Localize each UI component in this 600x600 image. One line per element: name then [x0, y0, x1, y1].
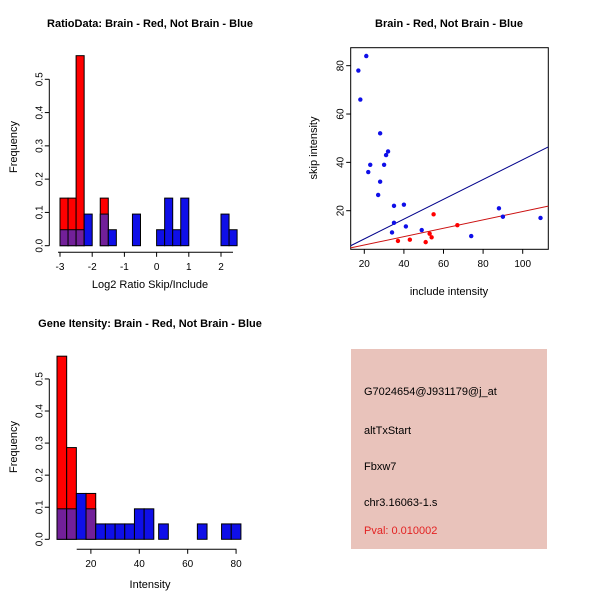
- ratio_histogram-y-tick-label: 0.2: [34, 172, 46, 187]
- ratio-hist-title: RatioData: Brain - Red, Not Brain - Blue: [47, 18, 253, 30]
- histogram-bar-blue: [231, 524, 241, 539]
- scatter-y-tick-label: 80: [335, 60, 347, 72]
- scatter-y-tick-label: 40: [335, 156, 347, 168]
- histogram-bar-blue: [159, 524, 169, 539]
- histogram-bar-blue: [197, 524, 207, 539]
- gene_intensity_histogram-x-tick-label: 80: [230, 558, 242, 570]
- histogram-bar-blue: [134, 509, 144, 539]
- ratio_histogram-x-tick-label: 0: [153, 261, 160, 273]
- scatter-y-tick-label: 60: [335, 108, 347, 120]
- scatter-point-blue: [358, 97, 362, 101]
- histogram-bar-blue: [108, 230, 116, 246]
- histogram-bar-blue: [115, 524, 125, 539]
- ratio_histogram-y-tick-label: 0.5: [34, 72, 46, 87]
- scatter-ylabel: skip intensity: [308, 116, 320, 180]
- scatter-point-blue: [356, 68, 360, 72]
- scatter-point-blue: [366, 170, 370, 174]
- histogram-bar-overlap: [76, 230, 84, 246]
- scatter-x-tick-label: 80: [477, 258, 489, 270]
- scatter-point-blue: [382, 163, 386, 167]
- gene_intensity_histogram-x-tick-label: 40: [133, 558, 145, 570]
- scatter-xlabel: include intensity: [409, 286, 489, 298]
- scatter-point-blue: [386, 149, 390, 153]
- ratio_histogram-y-tick-label: 0.4: [34, 105, 46, 120]
- histogram-bar-blue: [144, 509, 154, 539]
- histogram-bar-overlap: [57, 509, 67, 539]
- info-panel: [351, 349, 547, 549]
- scatter-point-red: [431, 212, 435, 216]
- histogram-bar-blue: [229, 230, 237, 246]
- scatter-point-blue: [420, 228, 424, 232]
- histogram-bar-blue: [157, 230, 165, 246]
- histogram-bar-blue: [221, 214, 229, 246]
- fit-line-brain-fit: [351, 206, 549, 248]
- scatter-point-blue: [538, 216, 542, 220]
- gene-hist-xlabel: Intensity: [129, 579, 171, 591]
- histogram-bar-blue: [165, 198, 173, 246]
- scatter-x-tick-label: 20: [358, 258, 370, 270]
- histogram-bar-blue: [105, 524, 115, 539]
- scatter-point-blue: [392, 221, 396, 225]
- ratio_histogram-x-tick-label: -1: [119, 261, 129, 273]
- ratio-hist-xlabel: Log2 Ratio Skip/Include: [91, 279, 209, 291]
- ratio_histogram-y-tick-label: 0.0: [34, 238, 46, 253]
- gene_intensity_histogram-x-tick-label: 20: [85, 558, 97, 570]
- ratio_histogram-x-tick-label: 2: [218, 261, 224, 273]
- gene_intensity_histogram-y-tick-label: 0.3: [34, 436, 46, 451]
- histogram-bar-blue: [132, 214, 140, 246]
- scatter-point-red: [396, 239, 400, 243]
- histogram-bar-blue: [84, 214, 92, 246]
- scatter-point-red: [455, 223, 459, 227]
- scatter-x-tick-label: 40: [398, 258, 410, 270]
- ratio-hist-ylabel: Frequency: [8, 121, 20, 173]
- ratio_histogram-x-tick-label: 1: [186, 261, 192, 273]
- scatter-x-tick-label: 60: [437, 258, 450, 270]
- info-pval: Pval: 0.010002: [364, 525, 438, 537]
- ratio_histogram-x-tick-label: -3: [55, 261, 65, 273]
- gene_intensity_histogram-y-tick-label: 0.0: [34, 532, 46, 547]
- gene_intensity_histogram-y-tick-label: 0.4: [34, 404, 46, 418]
- info-probe-id: G7024654@J931179@j_at: [364, 386, 497, 398]
- scatter-point-blue: [368, 163, 372, 167]
- scatter-title: Brain - Red, Not Brain - Blue: [375, 18, 523, 30]
- ratio_histogram-y-tick-label: 0.3: [34, 138, 46, 153]
- gene_intensity_histogram-y-tick-label: 0.2: [34, 468, 46, 483]
- scatter-point-blue: [404, 224, 408, 228]
- histogram-bar-blue: [125, 524, 135, 539]
- fit-line-not-brain-fit: [351, 147, 549, 246]
- histogram-bar-overlap: [100, 214, 108, 246]
- histogram-bar-blue: [173, 230, 181, 246]
- scatter-point-blue: [376, 193, 380, 197]
- histogram-bar-blue: [76, 493, 86, 539]
- scatter-point-blue: [469, 234, 473, 238]
- histogram-bar-overlap: [86, 509, 96, 539]
- scatter-x-tick-label: 100: [514, 258, 532, 270]
- ratio_histogram-y-tick-label: 0.1: [34, 205, 46, 220]
- histogram-bar-overlap: [60, 230, 68, 246]
- histogram-bar-blue: [181, 198, 189, 246]
- ratio_histogram-x-tick-label: -2: [87, 261, 97, 273]
- info-event-type: altTxStart: [364, 425, 412, 437]
- gene_intensity_histogram-y-tick-label: 0.5: [34, 371, 46, 386]
- scatter-point-blue: [402, 202, 406, 206]
- scatter-y-tick-label: 20: [335, 205, 347, 217]
- histogram-bar-overlap: [68, 230, 76, 246]
- scatter-point-blue: [501, 215, 505, 219]
- scatter-point-red: [429, 235, 433, 239]
- histogram-bar-blue: [222, 524, 232, 539]
- scatter-point-blue: [378, 131, 382, 135]
- gene_intensity_histogram-x-tick-label: 60: [182, 558, 194, 570]
- histogram-bar-blue: [96, 524, 106, 539]
- histogram-bar-red: [76, 56, 84, 246]
- scatter-point-blue: [390, 230, 394, 234]
- info-region: chr3.16063-1.s: [364, 497, 438, 509]
- scatter-point-blue: [392, 204, 396, 208]
- gene_intensity_histogram-y-tick-label: 0.1: [34, 500, 46, 515]
- scatter-point-red: [408, 238, 412, 242]
- scatter-plot-box: [351, 48, 549, 250]
- histogram-bar-overlap: [67, 509, 77, 539]
- scatter-point-red: [423, 240, 427, 244]
- gene-hist-ylabel: Frequency: [8, 421, 20, 473]
- gene-hist-title: Gene Itensity: Brain - Red, Not Brain - Blue: [38, 318, 262, 330]
- scatter-point-blue: [364, 54, 368, 58]
- info-gene: Fbxw7: [364, 461, 397, 473]
- scatter-point-blue: [497, 206, 501, 210]
- scatter-point-blue: [378, 179, 382, 183]
